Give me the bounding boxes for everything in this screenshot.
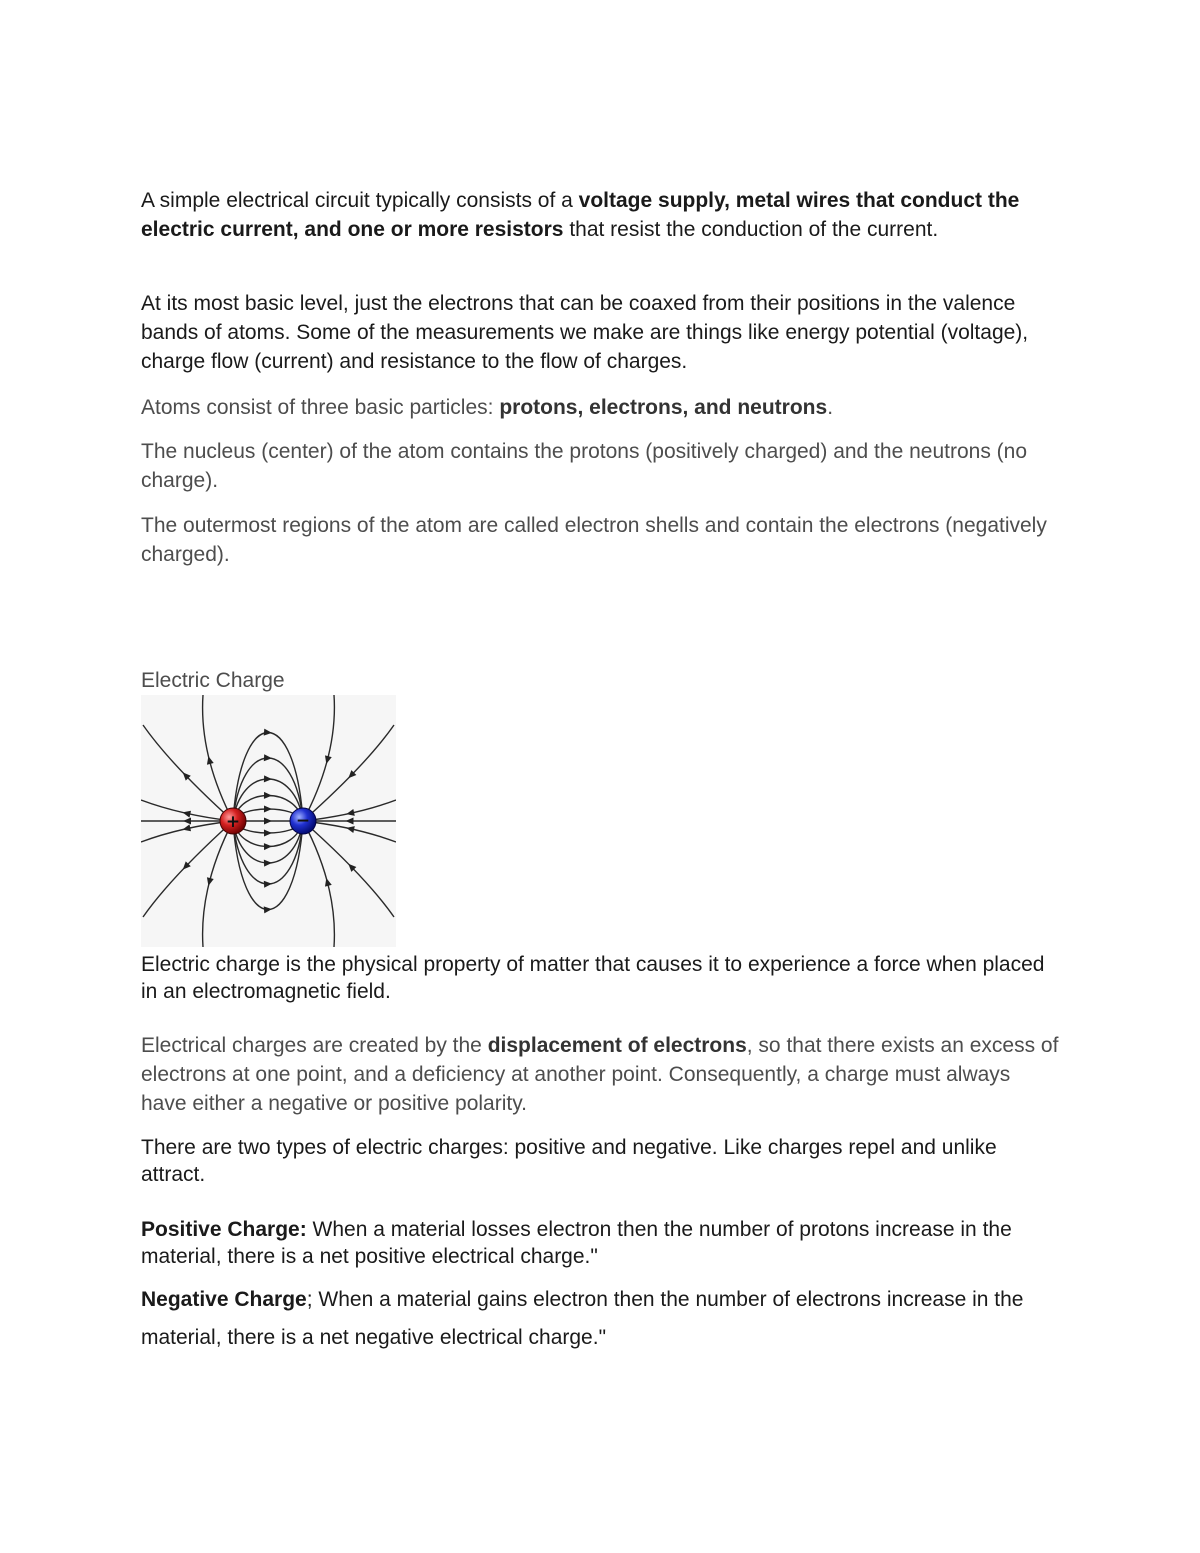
paragraph-charge-definition: Electric charge is the physical property of matter that causes it to experience a force when placed in an electromagnetic field. [141,953,1045,1003]
paragraph-electron-shells: The outermost regions of the atom are called electron shells and contain the electrons (negatively charged). [141,514,1047,566]
field-arrow-icon [182,809,191,818]
positive-symbol: + [225,812,241,832]
field-arrow-icon [323,755,332,765]
field-line [143,725,233,821]
dipole-field-diagram [141,695,396,947]
electric-field-figure [141,695,396,947]
field-arrow-icon [264,906,273,914]
field-line [141,821,233,842]
paragraph-basic-level: At its most basic level, just the electrons that can be coaxed from their positions in the valence bands of atoms. Some of the measurements we make are things like energy potential (voltage), charge flow (current) and resistance to the flow of charges. [141,292,1029,373]
paragraph-nucleus: The nucleus (center) of the atom contains the protons (positively charged) and the neutrons (no charge). [141,440,1027,492]
field-arrow-icon [264,880,272,887]
paragraph-displacement [141,1031,1061,1118]
field-lines-group [141,695,396,947]
field-arrow-icon [264,843,272,850]
field-arrow-icon [264,775,272,782]
field-arrow-icon [264,754,272,761]
field-arrow-icon [346,818,354,825]
field-line [303,821,396,842]
text-span: A simple electrical circuit typically consists of a [141,189,579,212]
field-arrow-icon [183,818,191,825]
field-arrow-icon [205,877,214,886]
paragraph-positive-charge [141,1216,1061,1270]
field-line [303,800,396,821]
field-arrow-icon [264,829,272,836]
text-span: Electrical charges are created by the [141,1034,488,1057]
section-heading: Electric Charge [141,669,285,692]
text-span: that resist the conduction of the current. [563,218,939,241]
paragraph-circuit [141,186,1061,244]
field-arrow-icon [323,877,332,887]
field-arrow-icon [264,805,272,812]
bold-span: Negative Charge [141,1288,307,1311]
bold-span: displacement of electrons [487,1034,747,1057]
field-line [303,725,394,821]
text-span: ; When a material gains electron then the number of electrons increase in the material, there is a net negative electrical charge." [141,1288,1024,1349]
field-arrow-icon [264,818,272,825]
field-line [143,821,233,917]
field-arrow-icon [205,755,214,764]
field-line [141,800,233,821]
text-span: , so that there exists an excess of electrons at one point, and a deficiency at another point. Consequently, a charge must always have either a negative or positive polarity. [141,1034,1059,1115]
text-span: Atoms consist of three basic particles: [141,396,500,419]
paragraph-atoms [141,393,1061,422]
field-arrow-icon [182,824,191,833]
field-line [303,821,394,917]
field-line [203,695,233,821]
field-line [233,758,303,821]
negative-charge [290,808,316,834]
paragraph-negative-charge [141,1281,1061,1357]
field-arrow-icon [264,859,272,866]
field-arrow-icon [264,792,272,799]
bold-span: voltage supply, metal wires that conduct the electric current, and one or more resistors [141,189,1020,241]
bold-span: protons, electrons, and neutrons [499,396,828,419]
text-span: When a material losses electron then the number of protons increase in the material, there is a net positive electrical charge." [141,1218,1012,1268]
field-arrow-icon [264,729,273,737]
positive-charge [220,808,246,834]
paragraph-charge-types: There are two types of electric charges: positive and negative. Like charges repel and unlike attract. [141,1136,997,1186]
negative-symbol: − [295,811,311,831]
field-line [233,821,303,884]
text-span: . [827,396,834,419]
bold-span: Positive Charge: [141,1218,307,1241]
field-line [203,821,233,947]
